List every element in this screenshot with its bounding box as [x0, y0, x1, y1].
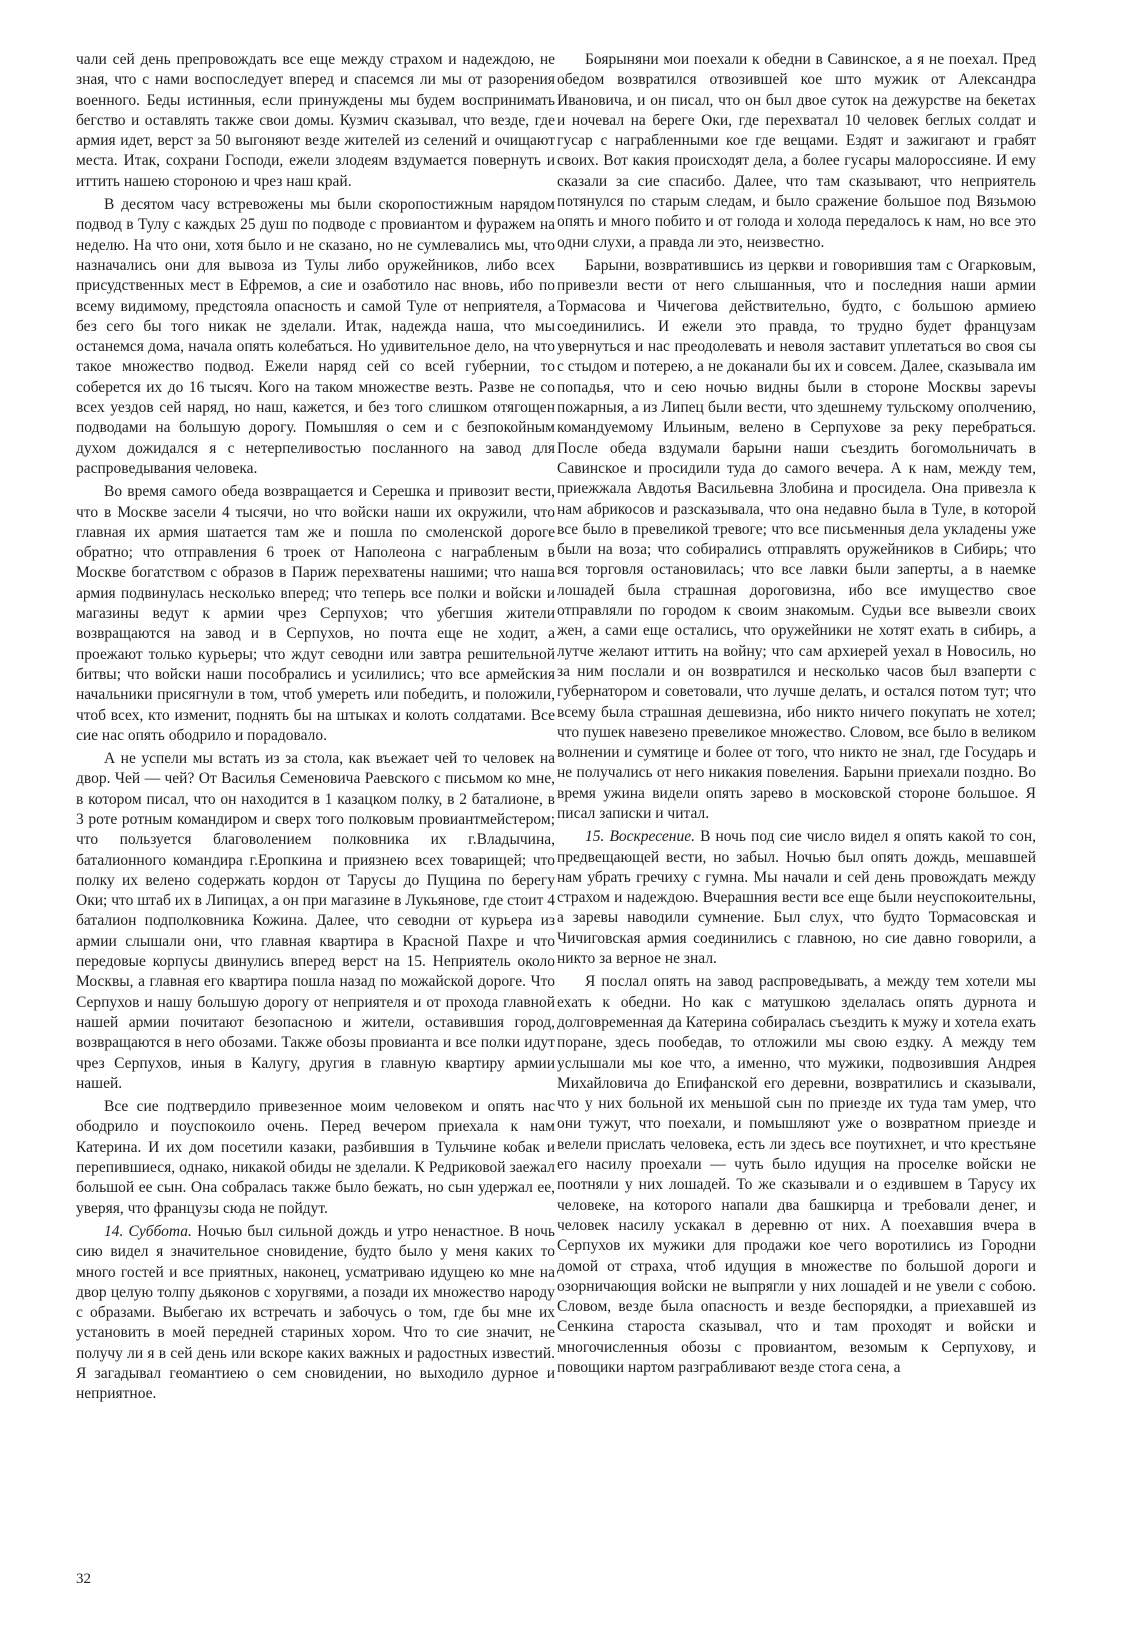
entry-date: 14. Суббота.: [104, 1222, 192, 1240]
page-number: 32: [76, 1571, 91, 1587]
right-column: [557, 50, 1036, 1381]
paragraph: Боярыняни мои поехали к обедни в Савинское, а я не поехал. Пред обедом возвратился отвозившей кое што мужик от Александра Ивановича, и он писал, что он был двое суток на дежурстве на бекетах и ночевал на береге Оки, где перехватал 10 человек беглых солдат и гусар с награбленными кое где вещами. Ездят и зажигают и грабят своих. Вот какия происходят дела, а более гусары малороссияне. И ему сказали за сие спасибо. Далее, что там сказывают, что неприятель потянулся по старым следам, и было сражение большое под Вязьмою опять и много побито и от голода и холода передалось к нам, но все это одни слухи, а правда ли это, неизвестно.: [557, 51, 1036, 251]
paragraph: Я послал опять на завод распроведывать, а между тем хотели мы ехать к обедни. Но как с матушкою зделалась опять дурнота и долговременная да Катерина собиралась съездить к мужу и хотела ехать поране, здесь пообедав, то отложили мы свою ездку. А между тем услышали мы кое что, а именно, что мужики, подвозившия Андрея Михайловича до Епифанской его деревни, возвратились и сказывали, что у них больной их меньшой сын по приезде их туда там умер, что они тужут, что поехали, и помышляют уже о возвратном приезде и велели прислать человека, есть ли здесь все поутихнет, и что крестьяне его насилу проехали — чуть было идущия на проселке войски не поотняли у них лошадей. То же сказывали и о ездившем в Тарусу их человеке, на которого напали два башкирца и требовали денег, и человек насилу ускакал в деревню от них. А поехавшия вчера в Серпухов их мужики для продажи кое чего воротились из Городни домой от страха, чтоб идущия в множестве по большой дороги и озорничающия войски не выпрягли у них лошадей и не увели с собою. Словом, везде была опасность и везде беспорядки, а приехавшей из Сенкина староста сказывал, что и там проходят и войски и многочисленныя обозы с провиантом, везомым к Серпухову, и повощики нартом разграбливают везде стога сена, а: [557, 973, 1036, 1376]
dated-entry: [557, 827, 1036, 969]
paragraph: Все сие подтвердило привезенное моим человеком и опять нас ободрило и поуспокоило очень. Перед вечером приехала к нам Катерина. И их дом посетили казаки, разбившия в Тульчине кобак и перепившиеся, однако, никакой обиды не зделали. К Редриковой заежал большой ее сын. Она собралась также было бежать, но сын удержал ее, уверяя, что французы сюда не пойдут.: [76, 1098, 555, 1217]
paragraph: В десятом часу встревожены мы были скоропостижным нарядом подвод в Тулу с каждых 25 душ по подводе с провиантом и фуражем на неделю. На что они, хотя было и не сказано, но не сумлевались мы, что назначались они для вывоза из Тулы либо оружейников, либо всех присудственных мест в Ефремов, а сие и озаботило нас вновь, ибо по всему видимому, предстояла опасность и самой Туле от неприятеля, а без сего бы того никак не зделали. Итак, надежда наша, что мы останемся дома, начала опять колебаться. Но удивительное дело, на что такое множество подвод. Ежели наряд сей со всей губернии, то соберется их до 16 тысяч. Кого на таком множестве везть. Разве не со всех уездов сей наряд, но наш, кажется, и без того слишком отягощен подводами на большую дорогу. Помышляя о сем и с безпокойным духом дожидался я с нетерпеливостью посланного на завод для распроведывания человека.: [76, 196, 555, 477]
paragraph: Барыни, возвратившись из церкви и говорившия там с Огарковым, привезли вести от него слышанныя, что и последния наши армии Тормасова и Чичегова действительно, будто, с большою армиею соединились. И ежели это правда, то трудно будет французам увернуться и нас преодолевать и неволя заставит уплетаться во своя сы с стыдом и потерею, а не доканали бы их и совсем. Далее, сказывала им попадья, что и сею ночью видны были в стороне Москвы зарevы пожарныя, а из Липец были вести, что здешнему тульскому ополчению, командуемому Ильиным, велено в Серпухове за реку перебраться. После обеда вздумали барыни наши съездить богомольничать в Савинское и просидили туда до самого вечера. А к нам, между тем, приежжала Авдотья Васильевна Злобина и просидела. Она привезла к нам абрикосов и разсказывала, что она недавно была в Туле, в которой все было в превеликой тревоге; что все письменныя дела укладены уже были на воза; что собирались отправлять оружейников в Сибирь; что вся торговля остановилась; что все лавки были заперты, а в наемке лошадей была страшная дороговизна, ибо все имущество свое отправляли по городом к своим знакомым. Судьи все вывезли своих жен, а сами еще остались, что оружейники не хотят ехать в сибирь, а лутче желают иттить на войну; что сам архиерей уехал в Новосиль, но за ним послали и он возвратился и несколько часов был взаперти с губернатором и советовали, что лучше делать, и остался потом тут; что всему была страшная дешевизна, ибо никто ничего покупать не хотел; что пушек навезено превеликое множество. Словом, все было в великом волнении и сумятице и более от того, что никто не знал, где Государь и не получались от него никакия повеления. Барыни приехали поздно. Во время ужина видели опять зарево в московской стороне большое. Я писал записки и читал.: [557, 256, 1036, 822]
paragraph: А не успели мы встать из за стола, как въежает чей то человек на двор. Чей — чей? От Василья Семеновича Раевского с письмом ко мне, в котором писал, что он находится в 1 казацком полку, в 2 баталионе, в 3 роте ротным командиром и сверх того полковым провиантмейстером; что пользуется благоволением полковника их г.Владычина, баталионного командира г.Еропкина и приязнею всех товарищей; что полку их велено содержать кордон от Тарусы до Пущина по берегу Оки; что штаб их в Липицах, а он при магазине в Лукьянове, где стоит 4 баталион подполковника Кожина. Далее, что севодни от курьера из армии слышали они, что главная квартира в Красной Пахре и что передовые корпусы двинулись вперед верст на 15. Неприятель около Москвы, а главная его квартира пошла назад по можайской дороге. Что Серпухов и нашу большую дорогу от неприятеля и от прохода главной нашей армии почитают безопасною и жители, оставившия город, возвращаются в него обозами. Также обозы провианта и все полки идут чрез Серпухов, иныя в Калугу, другия в главную квартиру армии нашей.: [76, 750, 555, 1092]
left-column: [76, 50, 555, 1408]
paragraph: чали сей день препровождать все еще между страхом и надеждою, не зная, что с нами воспоследует вперед и спасемся ли мы от разорения военного. Беды истинныя, если принуждены мы будем воспринимать бегство и оставлять также свои домы. Кузмич сказывал, что везде, где армия идет, верст за 50 выгоняют везде жителей из селений и очищают места. Итак, сохрани Господи, ежели злодеям вздумается повернуть и иттить нашею стороною и чрез наш край.: [76, 51, 555, 190]
dated-entry: [76, 1222, 555, 1405]
paragraph: Во время самого обеда возвращается и Серешка и привозит вести, что в Москве засели 4 тысячи, но что войски наши их окружили, что главная их армия шатается там же и пошла по смоленской дороге обратно; что отправления 6 троек от Наполеона с награбленым в Москве богатством с образов в Париж перехватены нашими; что наша армия подвинулась несколько вперед; что теперь все полки и войски и магазины ведут к армии чрез Серпухов; что убегшия жители возвращаются на завод и в Серпухов, но почта еще не ходит, а проежают только курьеры; что ждут севодни или завтра решительной битвы; что войски наши пособрались и усилились; что все армейския начальники присягнули в том, чтоб умереть или победить, и положили, чтоб всех, кто изменит, поднять бы на штыках и колоть солдатами. Все сие нас опять ободрило и порадовало.: [76, 483, 555, 744]
entry-date: 15. Воскресение.: [585, 828, 695, 846]
entry-text: Ночью был сильной дождь и утро ненастное. В ночь сию видел я значительное сновидение, будто было у меня каких то много гостей и все приятных, наконец, усматриваю идущею ко мне на двор целую толпу дьяконов с хоругвями, а позади их множество народу с образами. Выбегаю их встречать и забочусь о том, где бы мне их установить в моей передней стариных хором. Что то сие значит, не получу ли я в сей день или вскоре каких важных и радостных известий. Я загадывал геомантиею о сем сновидении, но выходило дурное и неприятное.: [76, 1222, 555, 1403]
entry-text: В ночь под сие число видел я опять какой то сон, предвещающей вести, но забыл. Ночью был опять дождь, мешавшей нам убрать гречиху с гумна. Мы начали и сей день провождать между страхом и надеждою. Вчерашния вести все еще были неуспокоительны, а заревы наводили сумнение. Был слух, что будто Тормасовская и Чичиговская армия соединились с главною, но сие давно говорили, а никто за верное не знал.: [557, 828, 1037, 968]
